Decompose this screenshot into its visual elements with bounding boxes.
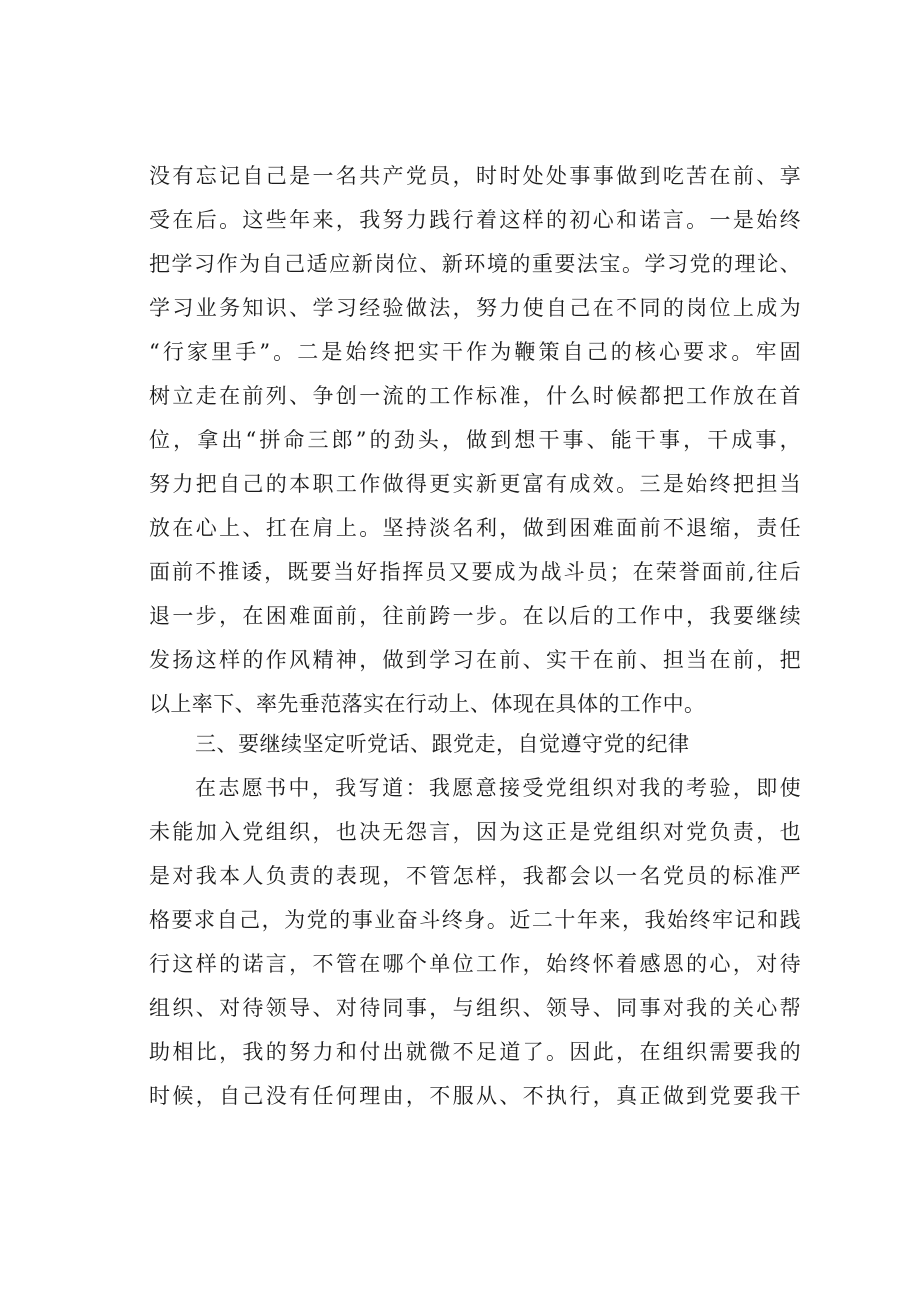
section-heading: 三、要继续坚定听党话、跟党走，自觉遵守党的纪律 [195, 732, 690, 756]
paragraph-line: 以上率下、率先垂范落实在行动上、体现在具体的工作中。 [149, 692, 706, 716]
paragraph-line: 组织、对待领导、对待同事，与组织、领导、同事对我的关心帮 [149, 996, 801, 1020]
paragraph-line: 是对我本人负责的表现，不管怎样，我都会以一名党员的标准严 [149, 864, 801, 888]
paragraph-line: 面前不推诿，既要当好指挥员又要成为战斗员；在荣誉面前,往后 [149, 560, 801, 584]
paragraph-line: 学习业务知识、学习经验做法，努力使自己在不同的岗位上成为 [149, 296, 801, 320]
paragraph-line: 时候，自己没有任何理由，不服从、不执行，真正做到党要我干 [149, 1084, 801, 1108]
paragraph-line: 未能加入党组织，也决无怨言，因为这正是党组织对党负责，也 [149, 820, 801, 844]
paragraph-line: 把学习作为自己适应新岗位、新环境的重要法宝。学习党的理论、 [149, 252, 801, 276]
paragraph-line: 树立走在前列、争创一流的工作标准，什么时候都把工作放在首 [149, 384, 801, 408]
paragraph-line: 位，拿出“拼命三郎”的劲头，做到想干事、能干事，干成事， [149, 428, 801, 452]
paragraph-line: 发扬这样的作风精神，做到学习在前、实干在前、担当在前，把 [149, 648, 801, 672]
paragraph-line: 放在心上、扛在肩上。坚持淡名利，做到困难面前不退缩，责任 [149, 516, 801, 540]
paragraph-line: 助相比，我的努力和付出就微不足道了。因此，在组织需要我的 [149, 1040, 801, 1064]
paragraph-line: 退一步，在困难面前，往前跨一步。在以后的工作中，我要继续 [149, 604, 801, 628]
paragraph-line: 格要求自己，为党的事业奋斗终身。近二十年来，我始终牢记和践 [149, 908, 801, 932]
paragraph-first-line: 在志愿书中，我写道：我愿意接受党组织对我的考验，即使 [195, 776, 801, 800]
paragraph-line: 没有忘记自己是一名共产党员，时时处处事事做到吃苦在前、享 [149, 164, 801, 188]
paragraph-line: 努力把自己的本职工作做得更实新更富有成效。三是始终把担当 [149, 472, 801, 496]
paragraph-line: 行这样的诺言，不管在哪个单位工作，始终怀着感恩的心，对待 [149, 952, 801, 976]
paragraph-line: 受在后。这些年来，我努力践行着这样的初心和诺言。一是始终 [149, 208, 801, 232]
paragraph-line: “行家里手”。二是始终把实干作为鞭策自己的核心要求。牢固 [149, 340, 801, 364]
